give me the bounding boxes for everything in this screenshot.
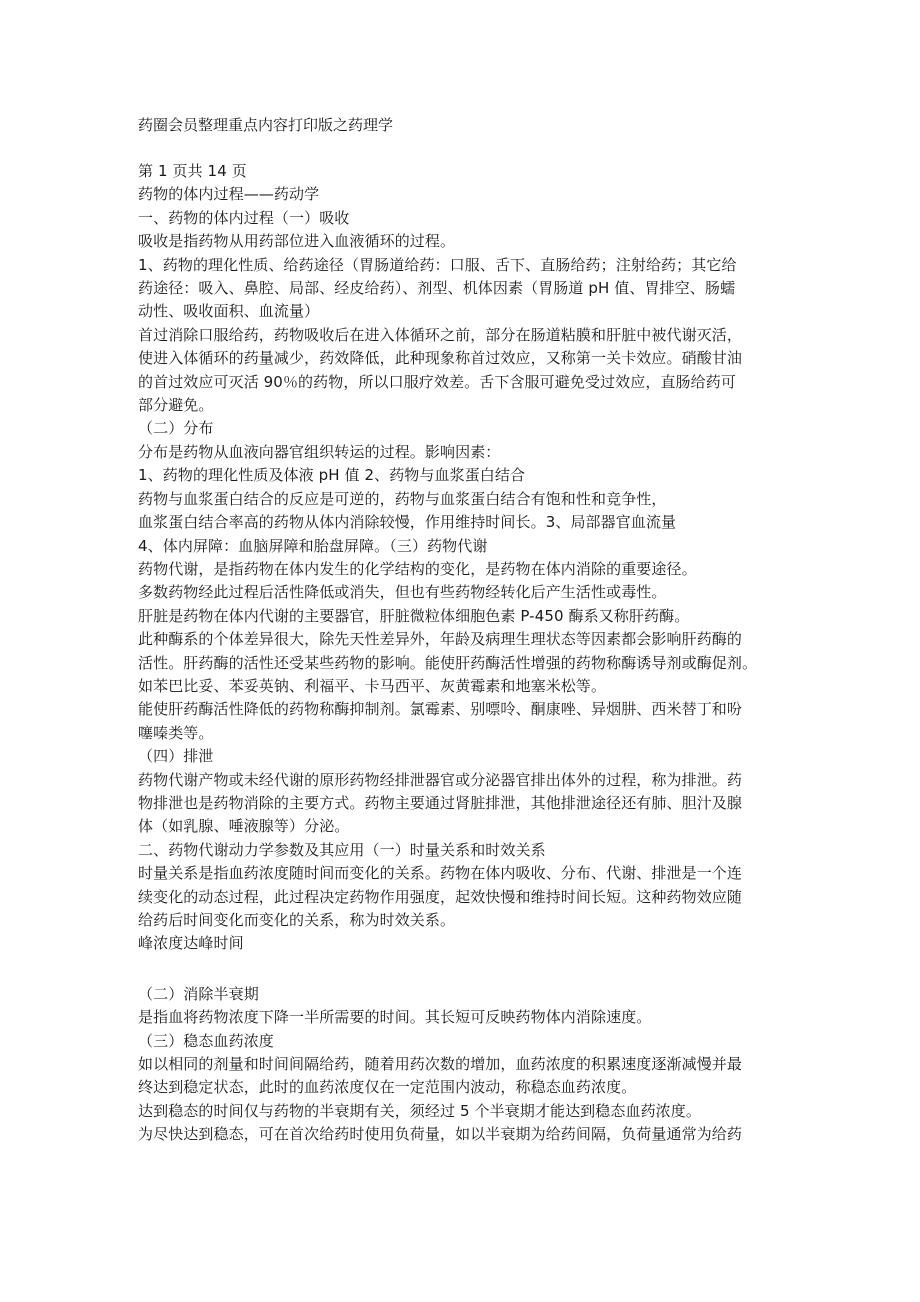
document-title: 药圈会员整理重点内容打印版之药理学 <box>138 116 394 134</box>
text-line: 动性、吸收面积、血流量） <box>138 302 320 321</box>
section-heading: 药物的体内过程——药动学 <box>138 185 320 204</box>
text-line: 能使肝药酶活性降低的药物称酶抑制剂。氯霉素、别嘌呤、酮康唑、异烟肼、西米替丁和吩 <box>138 700 743 719</box>
text-line: 是指血将药物浓度下降一半所需要的时间。其长短可反映药物体内消除速度。 <box>138 1008 652 1027</box>
text-line: 时量关系是指血药浓度随时间而变化的关系。药物在体内吸收、分布、代谢、排泄是一个连 <box>138 864 743 883</box>
text-line: （三）稳态血药浓度 <box>138 1031 274 1050</box>
text-line: 如苯巴比妥、苯妥英钠、利福平、卡马西平、灰黄霉素和地塞米松等。 <box>138 676 607 695</box>
text-line: 此种酶系的个体差异很大，除先天性差异外，年龄及病理生理状态等因素都会影响肝药酶的 <box>138 630 743 649</box>
text-line: 多数药物经此过程后活性降低或消失，但也有些药物经转化后产生活性或毒性。 <box>138 583 667 602</box>
text-line: 活性。肝药酶的活性还受某些药物的影响。能使肝药酶活性增强的药物称酶诱导剂或酶促剂。 <box>138 653 758 672</box>
text-line: （二）分布 <box>138 419 214 438</box>
text-line: 物排泄也是药物消除的主要方式。药物主要通过肾脏排泄，其他排泄途径还有肺、胆汁及腺 <box>138 793 743 812</box>
document-body <box>138 112 798 1147</box>
text-line: （二）消除半衰期 <box>138 984 259 1003</box>
text-line: 分布是药物从血液向器官组织转运的过程。影响因素： <box>138 442 501 461</box>
text-line: 峰浓度达峰时间 <box>138 934 244 953</box>
text-line: 二、药物代谢动力学参数及其应用（一）时量关系和时效关系 <box>138 840 546 859</box>
text-line: 终达到稳定状态，此时的血药浓度仅在一定范围内波动，称稳态血药浓度。 <box>138 1078 637 1097</box>
text-line: 药物与血浆蛋白结合的反应是可逆的，药物与血浆蛋白结合有饱和性和竞争性， <box>138 489 667 508</box>
text-line: 药途径：吸入、鼻腔、局部、经皮给药）、剂型、机体因素（胃肠道 pH 值、胃排空、肠蠕 <box>138 279 736 298</box>
text-line: 给药后时间变化而变化的关系，称为时效关系。 <box>138 911 456 929</box>
text-line: 噻嗪类等。 <box>138 723 214 742</box>
text-line: 的首过效应可灭活 90％的药物，所以口服疗效差。舌下含服可避免受过效应，直肠给药可 <box>138 372 736 391</box>
text-line: 1、药物的理化性质及体液 pH 值 2、药物与血浆蛋白结合 <box>138 466 526 485</box>
page-info: 第 1 页共 14 页 <box>138 162 247 180</box>
text-line: 部分避免。 <box>138 396 214 415</box>
text-line: 续变化的动态过程，此过程决定药物作用强度，起效快慢和维持时间长短。这种药物效应随 <box>138 887 743 906</box>
text-line: 吸收是指药物从用药部位进入血液循环的过程。 <box>138 232 456 251</box>
text-line: （四）排泄 <box>138 747 214 766</box>
text-line: 为尽快达到稳态，可在首次给药时使用负荷量，如以半衰期为给药间隔，负荷量通常为给药 <box>138 1125 743 1144</box>
text-line: 如以相同的剂量和时间间隔给药，随着用药次数的增加，血药浓度的积累速度逐渐减慢并最 <box>138 1055 743 1074</box>
text-line: 药物代谢产物或未经代谢的原形药物经排泄器官或分泌器官排出体外的过程，称为排泄。药 <box>138 770 743 789</box>
spacer <box>138 138 798 160</box>
text-line: 肝脏是药物在体内代谢的主要器官，肝脏微粒体细胞色素 P-450 酶系又称肝药酶。 <box>138 606 690 625</box>
text-line: 4、体内屏障：血脑屏障和胎盘屏障。（三）药物代谢 <box>138 536 488 555</box>
text-line: 血浆蛋白结合率高的药物从体内消除较慢，作用维持时间长。3、局部器官血流量 <box>138 513 677 532</box>
text-block-main <box>138 207 798 956</box>
text-line: 使进入体循环的药量减少，药效降低，此种现象称首过效应，又称第一关卡效应。硝酸甘油 <box>138 349 743 368</box>
text-line: 一、药物的体内过程（一）吸收 <box>138 208 350 227</box>
text-line: 首过消除口服给药，药物吸收后在进入体循环之前，部分在肠道粘膜和肝脏中被代谢灭活， <box>138 325 743 344</box>
text-block-after-gap <box>138 983 798 1147</box>
text-line: 达到稳态的时间仅与药物的半衰期有关，须经过 5 个半衰期才能达到稳态血药浓度。 <box>138 1101 701 1120</box>
spacer <box>138 956 798 983</box>
text-line: 1、药物的理化性质、给药途径（胃肠道给药：口服、舌下、直肠给药；注射给药；其它给 <box>138 255 737 274</box>
text-line: 体（如乳腺、唾液腺等）分泌。 <box>138 817 350 836</box>
text-line: 药物代谢，是指药物在体内发生的化学结构的变化，是药物在体内消除的重要途径。 <box>138 559 697 578</box>
